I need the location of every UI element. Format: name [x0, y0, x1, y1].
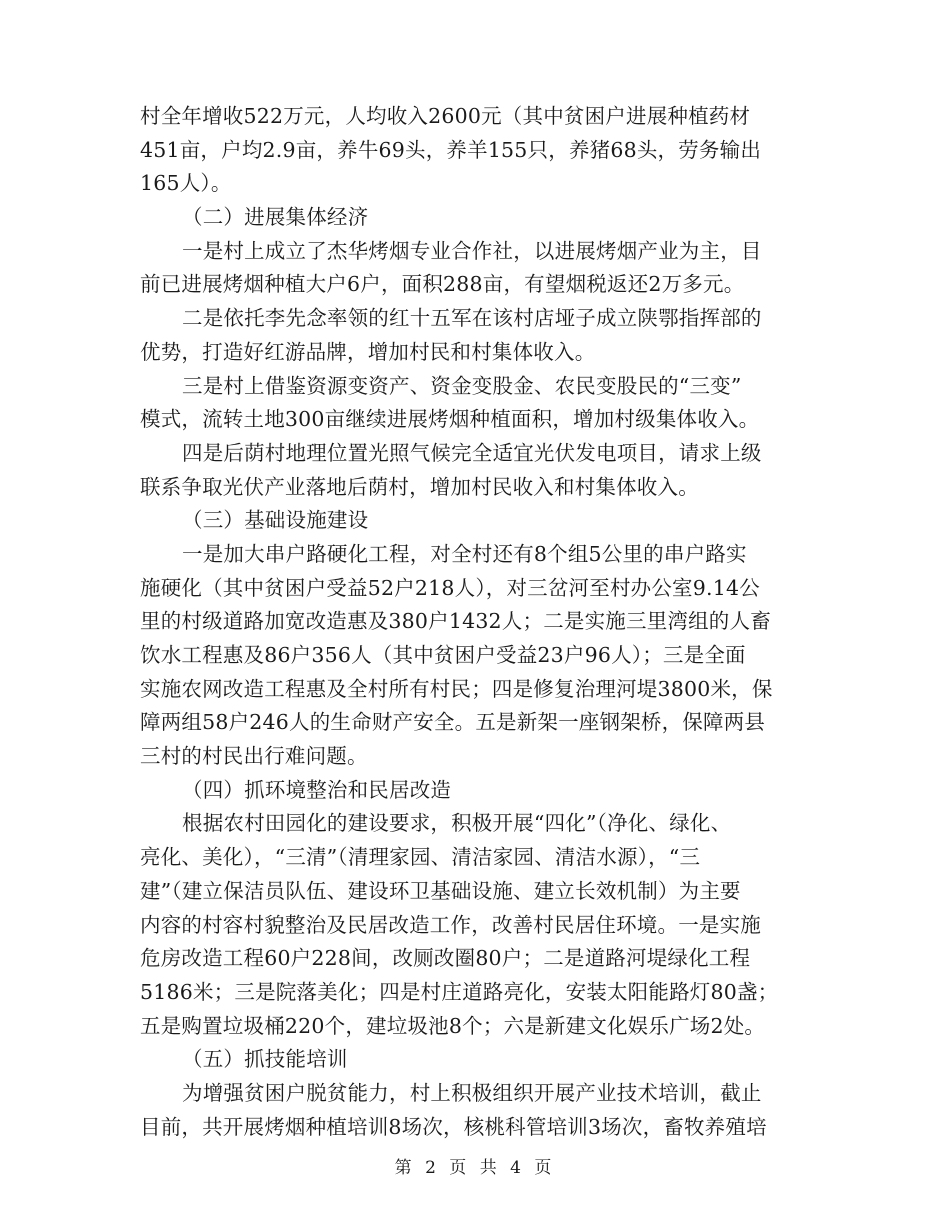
text-line: 障两组58户246人的生命财产安全。五是新架一座钢架桥，保障两县	[140, 710, 766, 735]
text-line: 亮化、美化），“三清”（清理家园、清洁家园、清洁水源），“三	[140, 845, 701, 870]
text-line: 村全年增收522万元，人均收入2600元（其中贫困户进展种植药材	[140, 104, 751, 128]
text-line: 内容的村容村貌整治及民居改造工作，改善村民居住环境。一是实施	[140, 912, 761, 937]
text-line: （二）进展集体经济	[182, 205, 369, 230]
text-line: 三是村上借鉴资源变资产、资金变股金、农民变股民的“三变”	[182, 373, 742, 398]
text-line: 联系争取光伏产业落地后荫村，增加村民收入和村集体收入。	[140, 474, 699, 499]
text-line: 模式，流转土地300亩继续进展烤烟种植面积，增加村级集体收入。	[140, 407, 760, 432]
text-line: 里的村级道路加宽改造惠及380户1432人；二是实施三里湾组的人畜	[140, 609, 771, 634]
text-line: 饮水工程惠及86户356人（其中贫困户受益23户96人）；三是全面	[140, 643, 746, 667]
text-line: 451亩，户均2.9亩，养牛69头，养羊155只，养猪68头，劳务输出	[140, 137, 762, 162]
text-line: 实施农网改造工程惠及全村所有村民；四是修复治理河堤3800米，保	[140, 676, 773, 701]
page-footer: 第 2 页 共 4 页	[394, 1158, 556, 1178]
text-line: 二是依托李先念率领的红十五军在该村店垭子成立陕鄂指挥部的	[182, 306, 762, 331]
text-line: 165人）。	[140, 171, 232, 196]
text-line: 一是村上成立了杰华烤烟专业合作社，以进展烤烟产业为主，目	[182, 238, 762, 263]
text-line: 根据农村田园化的建设要求，积极开展“四化”（净化、绿化、	[182, 811, 732, 836]
text-line: 危房改造工程60户228间，改厕改圈80户；二是道路河堤绿化工程	[140, 946, 751, 971]
text-line: 建”（建立保洁员队伍、建设环卫基础设施、建立长效机制）为主要	[140, 878, 741, 903]
text-line: 施硬化（其中贫困户受益52户218人），对三岔河至村办公室9.14公	[140, 575, 760, 600]
text-line: 为增强贫困户脱贫能力，村上积极组织开展产业技术培训，截止	[182, 1080, 762, 1105]
text-line: 三村的村民出行难问题。	[140, 744, 368, 769]
text-line: 前已进展烤烟种植大户6户，面积288亩，有望烟税返还2万多元。	[140, 272, 745, 297]
text-line: 目前，共开展烤烟种植培训8场次，核桃科管培训3场次，畜牧养殖培	[140, 1114, 767, 1139]
document-body	[140, 100, 810, 1144]
text-line: （四）抓环境整治和民居改造	[182, 777, 452, 802]
text-line: 一是加大串户路硬化工程，对全村还有8个组5公里的串户路实	[182, 541, 747, 566]
text-line: 优势，打造好红游品牌，增加村民和村集体收入。	[140, 339, 596, 364]
text-line: 五是购置垃圾桶220个，建垃圾池8个；六是新建文化娱乐广场2处。	[140, 1013, 766, 1038]
text-line: （三）基础设施建设	[182, 508, 369, 533]
text-line: （五）抓技能培训	[182, 1047, 348, 1072]
text-line: 四是后荫村地理位置光照气候完全适宜光伏发电项目，请求上级	[182, 440, 762, 465]
text-line: 5186米；三是院落美化；四是村庄道路亮化，安装太阳能路灯80盏；	[140, 979, 779, 1004]
